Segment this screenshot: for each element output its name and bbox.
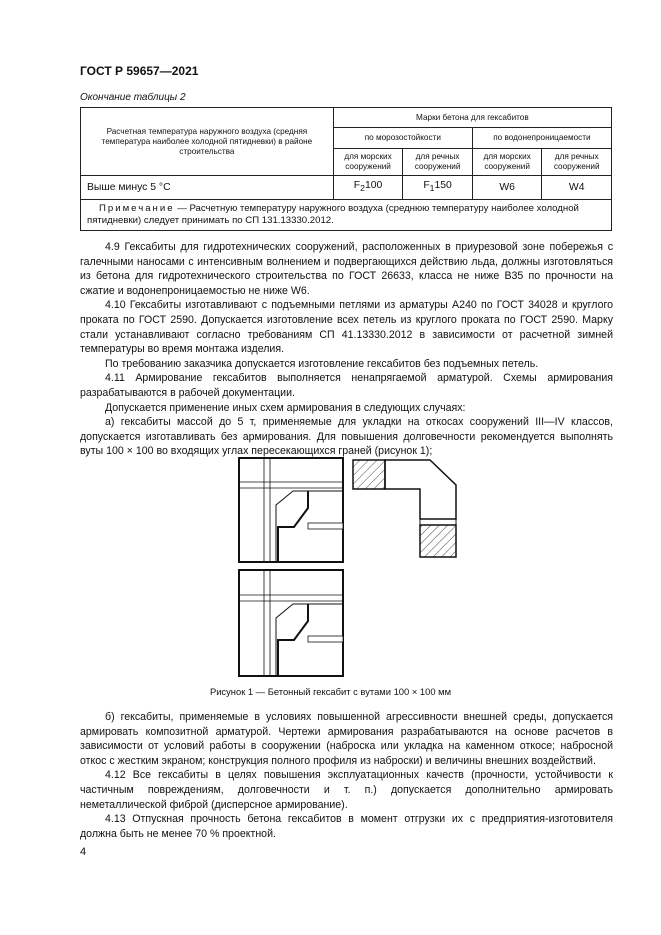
temperature-column-header: Расчетная температура наружного воздуха (средняя температура наиболее холодной пятидневки) в районе строительства — [81, 108, 334, 176]
hexabit-plan-view-bottom — [239, 570, 343, 676]
grades-group-header: Марки бетона для гексабитов — [333, 108, 611, 128]
table-caption: Окончание таблицы 2 — [80, 92, 186, 103]
paragraph-4-10: 4.10 Гексабиты изготавливают с подъемными петлями из арматуры А240 по ГОСТ 34028 и круглого проката по ГОСТ 2590. Допускается изготовление всех петель из круглого проката по ГОСТ 2590. Марку стали устанавливают согласно требованиям СП 41.13330.2012 в зависимости от расчетной зимней температуры во время монтажа изделия. — [80, 299, 613, 356]
table-row — [81, 176, 612, 200]
paragraph-allowed-schemes: Допускается применение иных схем армирования в следующих случаях: — [105, 401, 466, 414]
frost-resistance-header: по морозостойкости — [333, 128, 472, 149]
section-text-lower — [80, 710, 613, 841]
leaf-header: для речных сооружений — [542, 149, 612, 176]
hexabit-plan-view-top — [239, 458, 343, 562]
hexabit-figure — [0, 455, 661, 687]
paragraph-item-b: б) гексабиты, применяемые в условиях повышенной агрессивности внешней среды, допускается армировать композитной арматурой. Чертежи армирования разрабатываются на основе расчетов в зависимости от условий работы в сооружении (наброска или укладка на каменном откосе; набросной откос с жестким экраном; конструкция полного профиля из наброски) и величины внешних воздействий. — [80, 711, 613, 767]
figure-caption: Рисунок 1 — Бетонный гексабит с вутами 100 × 100 мм — [209, 686, 452, 697]
table-note — [81, 200, 612, 231]
leaf-header: для речных сооружений — [403, 149, 473, 176]
section-text-upper — [80, 240, 613, 459]
cell-frost-river: $F_1150$ — [403, 176, 473, 200]
cell-water-sea: W6 — [472, 176, 542, 200]
row-temperature: Выше минус 5 °С — [81, 176, 334, 200]
paragraph-4-9: 4.9 Гексабиты для гидротехнических сооружений, расположенных в приурезовой зоне побережья с галечными наносами с интенсивным волнением и подвергающихся действию льда, должны изготовляться из бетона для гидротехнического строительства по ГОСТ 26633, класса не ниже В35 по прочности на сжатие и водонепроницаемостью не ниже W6. — [80, 241, 613, 297]
leaf-header: для морских сооружений — [472, 149, 542, 176]
paragraph-4-12: 4.12 Все гексабиты в целях повышения эксплуатационных качеств (прочности, устойчивости к частичным повреждениям, долговечности и т. п.) допускается дополнительно армировать неметаллической фиброй (дисперсное армирование). — [80, 769, 613, 811]
document-header: ГОСТ Р 59657—2021 — [80, 64, 199, 78]
cell-water-river: W4 — [542, 176, 612, 200]
paragraph-item-a: а) гексабиты массой до 5 т, применяемые для укладки на откосах сооружений III—IV классов, допускается изготавливать без армирования. Для повышения долговечности рекомендуется выполнять вуты 100 × 100 во входящих углах пересекающихся граней (рисунок 1); — [80, 416, 613, 458]
concrete-grades-table — [80, 107, 612, 231]
note-text: — Расчетную температуру наружного воздуха (среднюю температуру наиболее холодной пятидневки) следует принимать по СП 131.13330.2012. — [87, 203, 579, 226]
cell-frost-sea: $F_2100$ — [333, 176, 403, 200]
hexabit-section-view — [353, 460, 456, 557]
page-number: 4 — [80, 846, 87, 858]
paragraph-4-13: 4.13 Отпускная прочность бетона гексабитов в момент отгрузки их с предприятия-изготовителя должна быть не менее 70 % проектной. — [80, 813, 613, 840]
leaf-header: для морских сооружений — [333, 149, 403, 176]
paragraph-no-loops: По требованию заказчика допускается изготовление гексабитов без подъемных петель. — [105, 357, 539, 370]
note-label: Примечание — [99, 203, 175, 214]
water-resistance-header: по водонепроницаемости — [472, 128, 611, 149]
paragraph-4-11: 4.11 Армирование гексабитов выполняется ненапрягаемой арматурой. Схемы армирования разрабатываются в рабочей документации. — [80, 372, 613, 399]
